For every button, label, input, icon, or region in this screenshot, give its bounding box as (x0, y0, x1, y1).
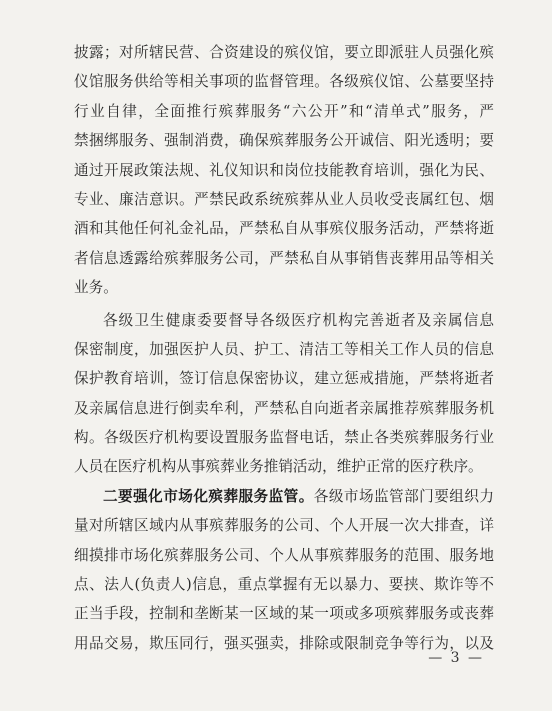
text-line: 专业、廉洁意识。严禁民政系统殡葬从业人员收受丧属红包、烟 (74, 190, 494, 208)
text-line (74, 482, 494, 511)
text-line: 人员在医疗机构从事殡葬业务推销活动，维护正常的医疗秩序。 (74, 458, 483, 476)
paragraph-2 (74, 306, 494, 482)
text-line: 点、法人(负责人)信息，重点掌握有无以暴力、要挟、欺诈等不 (74, 576, 494, 594)
text-line: 用品交易，欺压同行，强买强卖，排除或限制竞争等行为，以及 (74, 634, 494, 652)
text-line: 正当手段，控制和垄断某一区域的某一项或多项殡葬服务或丧葬 (74, 605, 494, 623)
text-line: 保密制度，加强医护人员、护工、清洁工等相关工作人员的信息 (74, 340, 494, 358)
text-line: 各级卫生健康委要督导各级医疗机构完善逝者及亲属信息 (103, 311, 494, 329)
text-line: 及亲属信息进行倒卖牟利，严禁私自向逝者亲属推荐殡葬服务机 (74, 399, 494, 417)
text-line: 酒和其他任何礼金礼品，严禁私自从事殡仪服务活动，严禁将逝 (74, 220, 494, 238)
text-line: 细摸排市场化殡葬服务公司、个人从事殡葬服务的范围、服务地 (74, 546, 494, 564)
text-line: 业务。 (74, 279, 118, 297)
text-line: 保护教育培训，签订信息保密协议，建立惩戒措施，严禁将逝者 (74, 370, 494, 388)
text-line: 披露；对所辖民营、合资建设的殡仪馆，要立即派驻人员强化殡 (74, 44, 494, 61)
text-line: 禁捆绑服务、强制消费，确保殡葬服务公开诚信、阳光透明；要 (74, 132, 494, 150)
paragraph-1 (74, 38, 494, 303)
body-text (74, 38, 494, 658)
text-line: 量对所辖区域内从事殡葬服务的公司、个人开展一次大排查，详 (74, 517, 494, 535)
text-line: 通过开展政策法规、礼仪知识和岗位技能教育培训，强化为民、 (74, 161, 494, 179)
text-line: 仪馆服务供给等相关事项的监督管理。各级殡仪馆、公墓要坚持 (74, 73, 494, 91)
text-line: 者信息透露给殡葬服务公司，严禁私自从事销售丧葬用品等相关 (74, 249, 494, 267)
text-line: 行业自律，全面推行殡葬服务“六公开”和“清单式”服务，严 (74, 102, 494, 120)
section-heading: 二要强化市场化殡葬服务监管。 (103, 487, 314, 505)
text-run: 各级市场监管部门要组织力 (313, 487, 494, 505)
paragraph-3 (74, 482, 494, 658)
text-line: 构。各级医疗机构要设置服务监督电话，禁止各类殡葬服务行业 (74, 429, 494, 447)
page-number: — 3 — (428, 650, 484, 666)
